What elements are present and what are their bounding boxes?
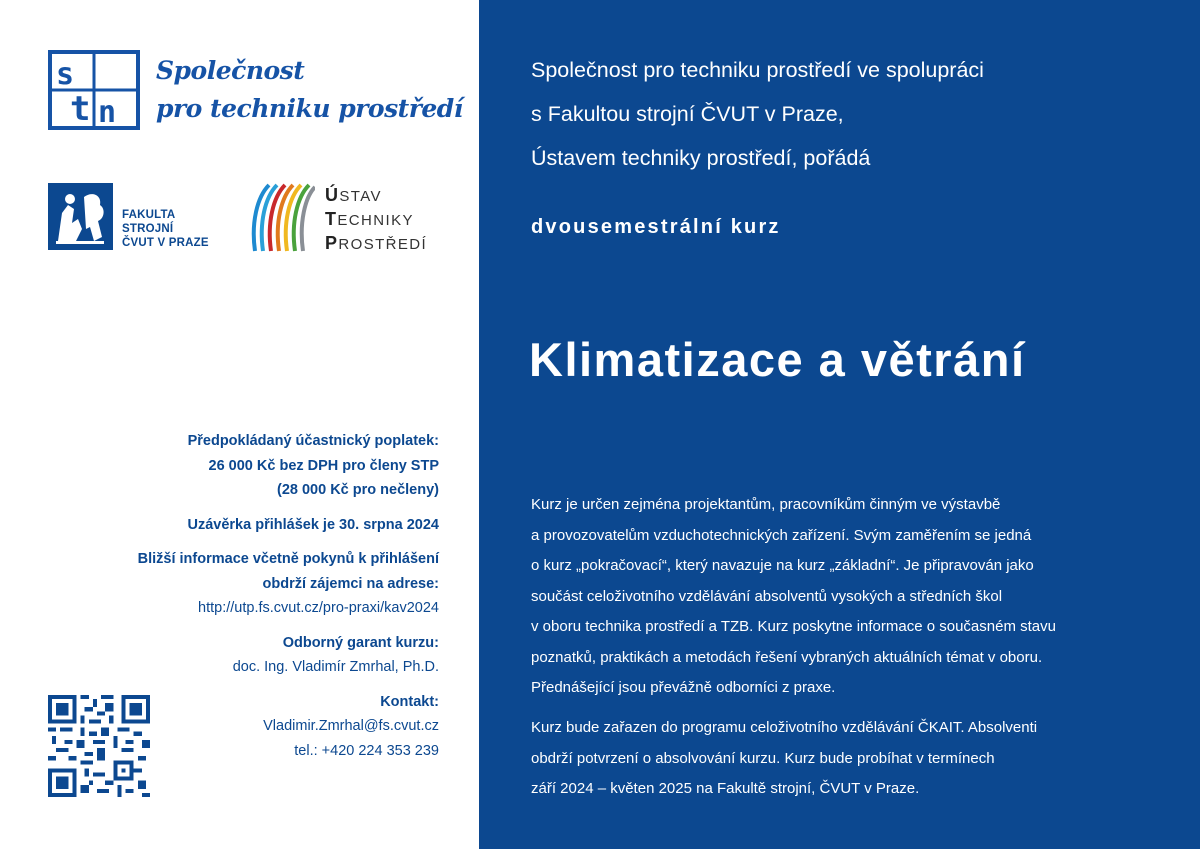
- guarantor-name: doc. Ing. Vladimír Zmrhal, Ph.D.: [232, 659, 439, 675]
- description-paragraph-1: [531, 490, 1056, 704]
- stp-name-line2: pro techniku prostředí: [156, 94, 463, 123]
- description-paragraph-2: [531, 713, 1037, 805]
- fs-cvut-emblem-icon: [48, 183, 113, 250]
- p2-line: obdrží potvrzení o absolvování kurzu. Kurz bude probíhat v termínech: [531, 749, 995, 767]
- intro-line3: Ústavem techniky prostředí, pořádá: [531, 146, 871, 170]
- utp-line2: [325, 208, 427, 232]
- utp-initial-u: Ú: [325, 185, 340, 205]
- p1-line: v oboru technika prostředí a TZB. Kurz poskytne informace o současném stavu: [531, 618, 1056, 635]
- contact-label: Kontakt:: [380, 693, 439, 710]
- svg-text:n: n: [98, 95, 117, 130]
- utp-rest-2: ECHNIKY: [337, 212, 414, 229]
- intro-line2: s Fakultou strojní ČVUT v Praze,: [531, 102, 844, 126]
- course-title: Klimatizace a větrání: [529, 333, 1026, 386]
- fs-line1: FAKULTA: [122, 209, 176, 221]
- utp-text: [325, 184, 427, 256]
- info-url-link[interactable]: http://utp.fs.cvut.cz/pro-praxi/kav2024: [198, 600, 439, 616]
- utp-rest-3: ROSTŘEDÍ: [338, 236, 428, 253]
- svg-text:s: s: [56, 57, 75, 92]
- utp-line3: [325, 232, 427, 256]
- stp-name: [156, 52, 463, 128]
- p2-line: září 2024 – květen 2025 na Fakultě strojní, ČVUT v Praze.: [531, 780, 920, 797]
- stp-logo-icon: [48, 50, 140, 130]
- more-info-line1: Bližší informace včetně pokynů k přihlášení: [137, 551, 439, 567]
- utp-initial-t: T: [325, 209, 338, 229]
- more-info-line2: obdrží zájemci na adrese:: [262, 575, 439, 592]
- fs-line2: STROJNÍ: [122, 223, 174, 235]
- utp-initial-p: P: [325, 233, 339, 253]
- p1-line: Kurz je určen zejména projektantům, pracovníkům činným ve výstavbě: [531, 496, 1001, 513]
- utp-line1: [325, 184, 427, 208]
- utp-logo-icon: [249, 183, 315, 253]
- fs-line3: ČVUT V PRAZE: [122, 237, 209, 249]
- fee-members: 26 000 Kč bez DPH pro členy STP: [208, 457, 439, 474]
- stp-name-line1: Společnost: [156, 56, 305, 85]
- p1-line: součást celoživotního vzdělávání absolventů vysokých a středních škol: [531, 587, 1003, 605]
- p1-line: Přednášející jsou převážně odborníci z praxe.: [531, 679, 836, 696]
- p1-line: a provozovatelům vzduchotechnických zařízení. Svým zaměřením se jedná: [531, 526, 1032, 544]
- contact-email-link[interactable]: Vladimir.Zmrhal@fs.cvut.cz: [263, 718, 439, 734]
- qr-code-icon[interactable]: [48, 695, 150, 797]
- fee-label: Předpokládaný účastnický poplatek:: [187, 433, 439, 449]
- p1-line: poznatků, praktikách a metodách řešení vybraných aktuálních témat v oboru.: [531, 648, 1043, 666]
- p1-line: o kurz „pokračovací“, který navazuje na kurz „základní“. Je připravován jako: [531, 557, 1034, 574]
- contact-phone: tel.: +420 224 353 239: [294, 742, 439, 759]
- course-subtitle: dvousemestrální kurz: [531, 216, 781, 238]
- svg-text:t: t: [70, 89, 91, 129]
- intro: [531, 48, 984, 180]
- fs-cvut-text: [122, 208, 209, 250]
- left-panel: [0, 0, 479, 849]
- deadline: Uzávěrka přihlášek je 30. srpna 2024: [187, 516, 439, 533]
- p2-line: Kurz bude zařazen do programu celoživotního vzdělávání ČKAIT. Absolventi: [531, 719, 1038, 736]
- utp-rest-1: STAV: [339, 188, 382, 205]
- guarantor-label: Odborný garant kurzu:: [282, 634, 439, 651]
- intro-line1: Společnost pro techniku prostředí ve spolupráci: [531, 58, 984, 82]
- fee-nonmembers: (28 000 Kč pro nečleny): [277, 482, 439, 498]
